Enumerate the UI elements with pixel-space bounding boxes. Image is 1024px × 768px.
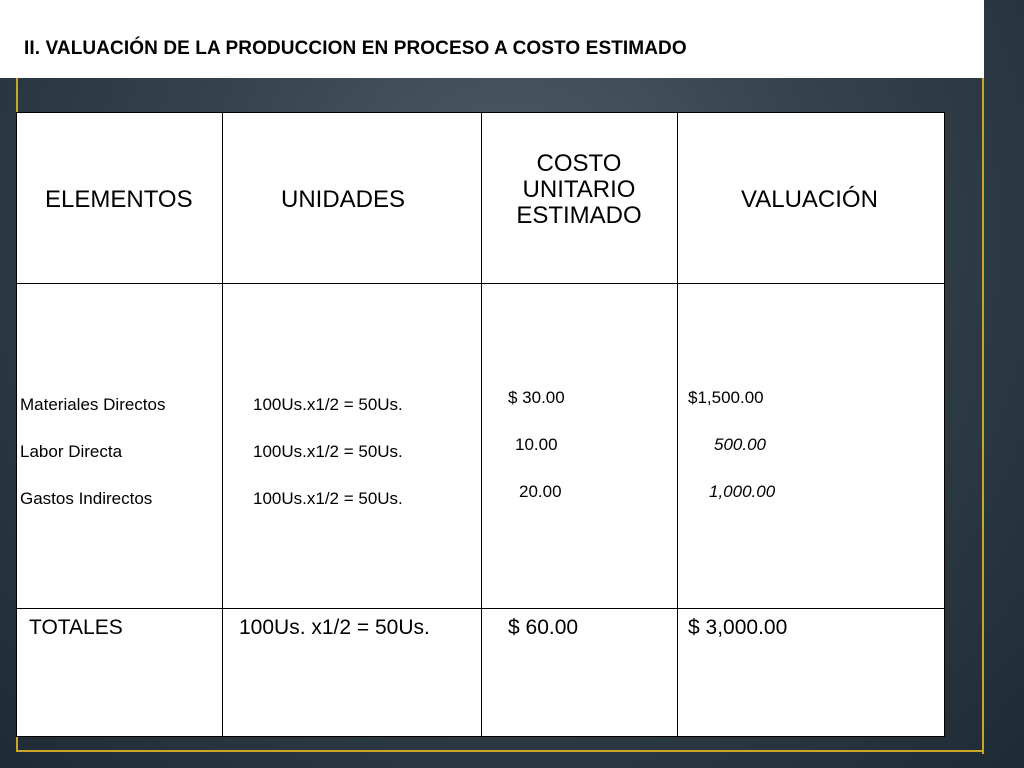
totals-valuacion: $ 3,000.00: [688, 616, 788, 639]
gold-frame-right-edge: [982, 14, 984, 754]
totals-unidades: 100Us. x1/2 = 50Us.: [239, 616, 430, 639]
column-divider: [677, 113, 678, 736]
row-unidades: 100Us.x1/2 = 50Us.: [253, 489, 403, 508]
row-costo: 10.00: [515, 435, 558, 454]
header-costo-line: UNITARIO: [522, 176, 636, 203]
totals-costo: $ 60.00: [508, 616, 579, 639]
header-costo-line: ESTIMADO: [516, 202, 642, 229]
valuation-table: [16, 112, 945, 737]
row-divider: [17, 283, 944, 284]
header-elementos: ELEMENTOS: [45, 186, 193, 213]
row-unidades: 100Us.x1/2 = 50Us.: [253, 442, 403, 461]
row-valuacion: 500.00: [714, 435, 766, 454]
row-unidades: 100Us.x1/2 = 50Us.: [253, 395, 403, 414]
row-elemento: Gastos Indirectos: [20, 489, 153, 508]
header-valuacion: VALUACIÓN: [741, 186, 878, 213]
row-divider: [17, 608, 944, 609]
header-costo-unitario: [481, 151, 677, 229]
column-divider: [222, 113, 223, 736]
title-bar: [0, 0, 984, 78]
row-valuacion: $1,500.00: [688, 388, 764, 407]
row-elemento: Materiales Directos: [20, 395, 166, 414]
totals-label: TOTALES: [29, 616, 123, 639]
row-valuacion: 1,000.00: [709, 482, 776, 501]
header-unidades: UNIDADES: [281, 186, 406, 213]
row-costo: $ 30.00: [508, 388, 565, 407]
row-costo: 20.00: [519, 482, 562, 501]
row-elemento: Labor Directa: [20, 442, 123, 461]
header-costo-line: COSTO: [536, 150, 622, 177]
slide-title: II. VALUACIÓN DE LA PRODUCCION EN PROCESO A COSTO ESTIMADO: [24, 38, 687, 59]
